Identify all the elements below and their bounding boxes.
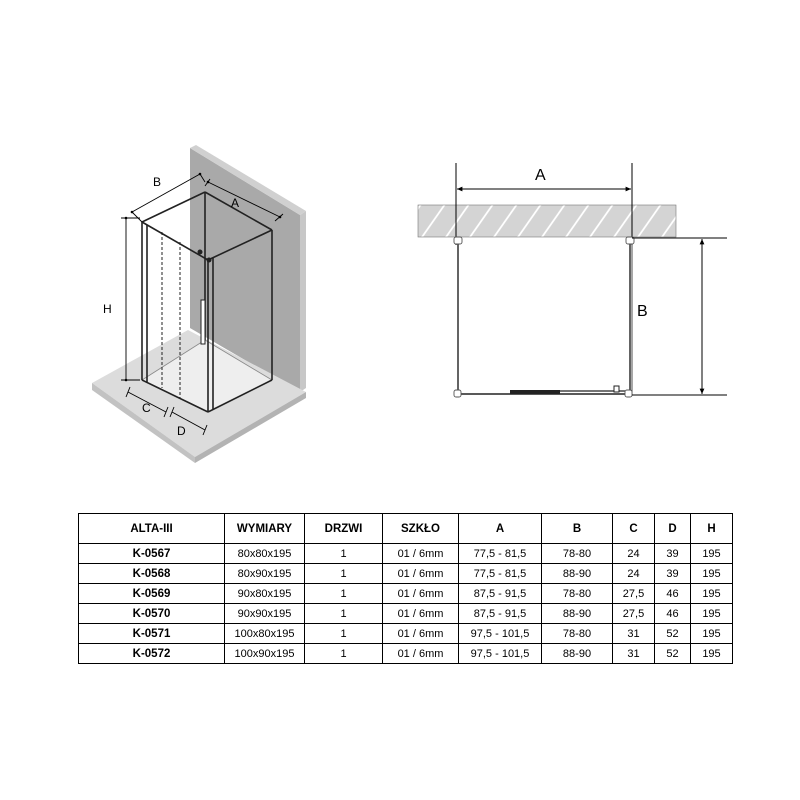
dim-b-line bbox=[132, 174, 200, 212]
cell-dimensions: 100x90x195 bbox=[225, 644, 305, 664]
cell-d: 46 bbox=[655, 584, 691, 604]
header-h: H bbox=[691, 514, 733, 544]
cell-b: 88-90 bbox=[542, 604, 613, 624]
plan-view bbox=[418, 163, 727, 397]
plan-brackets bbox=[454, 237, 634, 397]
perspective-label-b: B bbox=[153, 175, 162, 189]
cell-glass: 01 / 6mm bbox=[383, 584, 459, 604]
cell-a: 77,5 - 81,5 bbox=[459, 544, 542, 564]
perspective-label-c: C bbox=[142, 401, 151, 415]
cell-h: 195 bbox=[691, 564, 733, 584]
cell-code: K-0567 bbox=[79, 544, 225, 564]
wall-hatch bbox=[418, 205, 676, 237]
cell-c: 27,5 bbox=[613, 584, 655, 604]
cell-dimensions: 90x80x195 bbox=[225, 584, 305, 604]
cell-c: 31 bbox=[613, 644, 655, 664]
cell-code: K-0570 bbox=[79, 604, 225, 624]
cell-doors: 1 bbox=[305, 544, 383, 564]
cell-b: 78-80 bbox=[542, 624, 613, 644]
cell-glass: 01 / 6mm bbox=[383, 564, 459, 584]
cell-a: 77,5 - 81,5 bbox=[459, 564, 542, 584]
cell-dimensions: 100x80x195 bbox=[225, 624, 305, 644]
cell-h: 195 bbox=[691, 604, 733, 624]
perspective-label-h: H bbox=[103, 302, 112, 316]
perspective-label-d: D bbox=[177, 424, 186, 438]
perspective-view bbox=[92, 145, 306, 463]
perspective-label-a: A bbox=[231, 196, 240, 210]
table-row bbox=[79, 564, 733, 584]
table-row bbox=[79, 604, 733, 624]
cell-a: 87,5 - 91,5 bbox=[459, 584, 542, 604]
header-doors: DRZWI bbox=[305, 514, 383, 544]
hinge bbox=[207, 258, 212, 263]
cell-glass: 01 / 6mm bbox=[383, 644, 459, 664]
header-b: B bbox=[542, 514, 613, 544]
table-row bbox=[79, 624, 733, 644]
plan-handle bbox=[614, 386, 619, 392]
cell-b: 88-90 bbox=[542, 644, 613, 664]
plan-enclosure bbox=[458, 240, 632, 394]
cell-c: 24 bbox=[613, 544, 655, 564]
cell-c: 27,5 bbox=[613, 604, 655, 624]
plan-label-a: A bbox=[535, 167, 546, 184]
cell-glass: 01 / 6mm bbox=[383, 544, 459, 564]
cell-h: 195 bbox=[691, 644, 733, 664]
cell-glass: 01 / 6mm bbox=[383, 604, 459, 624]
table-row bbox=[79, 584, 733, 604]
cell-d: 39 bbox=[655, 564, 691, 584]
cell-dimensions: 90x90x195 bbox=[225, 604, 305, 624]
cell-b: 88-90 bbox=[542, 564, 613, 584]
cell-doors: 1 bbox=[305, 584, 383, 604]
table-row bbox=[79, 544, 733, 564]
cell-h: 195 bbox=[691, 584, 733, 604]
cell-dimensions: 80x90x195 bbox=[225, 564, 305, 584]
header-dimensions: WYMIARY bbox=[225, 514, 305, 544]
cell-a: 97,5 - 101,5 bbox=[459, 644, 542, 664]
cell-doors: 1 bbox=[305, 644, 383, 664]
plan-label-b: B bbox=[637, 303, 648, 320]
cell-dimensions: 80x80x195 bbox=[225, 544, 305, 564]
cell-h: 195 bbox=[691, 624, 733, 644]
cell-h: 195 bbox=[691, 544, 733, 564]
header-d: D bbox=[655, 514, 691, 544]
cell-d: 46 bbox=[655, 604, 691, 624]
header-c: C bbox=[613, 514, 655, 544]
sliding-door-rail bbox=[510, 390, 560, 394]
cell-code: K-0572 bbox=[79, 644, 225, 664]
table-header-row bbox=[79, 514, 733, 544]
door-handle bbox=[201, 300, 205, 344]
header-glass: SZKŁO bbox=[383, 514, 459, 544]
spec-table bbox=[78, 513, 733, 664]
header-model: ALTA-III bbox=[79, 514, 225, 544]
cell-doors: 1 bbox=[305, 624, 383, 644]
cell-glass: 01 / 6mm bbox=[383, 624, 459, 644]
cell-c: 31 bbox=[613, 624, 655, 644]
cell-code: K-0568 bbox=[79, 564, 225, 584]
header-a: A bbox=[459, 514, 542, 544]
cell-d: 39 bbox=[655, 544, 691, 564]
cell-code: K-0569 bbox=[79, 584, 225, 604]
cell-d: 52 bbox=[655, 644, 691, 664]
cell-doors: 1 bbox=[305, 604, 383, 624]
cell-d: 52 bbox=[655, 624, 691, 644]
cell-code: K-0571 bbox=[79, 624, 225, 644]
table-row bbox=[79, 644, 733, 664]
cell-b: 78-80 bbox=[542, 584, 613, 604]
hinge bbox=[198, 250, 203, 255]
cell-doors: 1 bbox=[305, 564, 383, 584]
back-wall-edge bbox=[300, 211, 306, 392]
cell-c: 24 bbox=[613, 564, 655, 584]
cell-a: 97,5 - 101,5 bbox=[459, 624, 542, 644]
cell-a: 87,5 - 91,5 bbox=[459, 604, 542, 624]
cell-b: 78-80 bbox=[542, 544, 613, 564]
